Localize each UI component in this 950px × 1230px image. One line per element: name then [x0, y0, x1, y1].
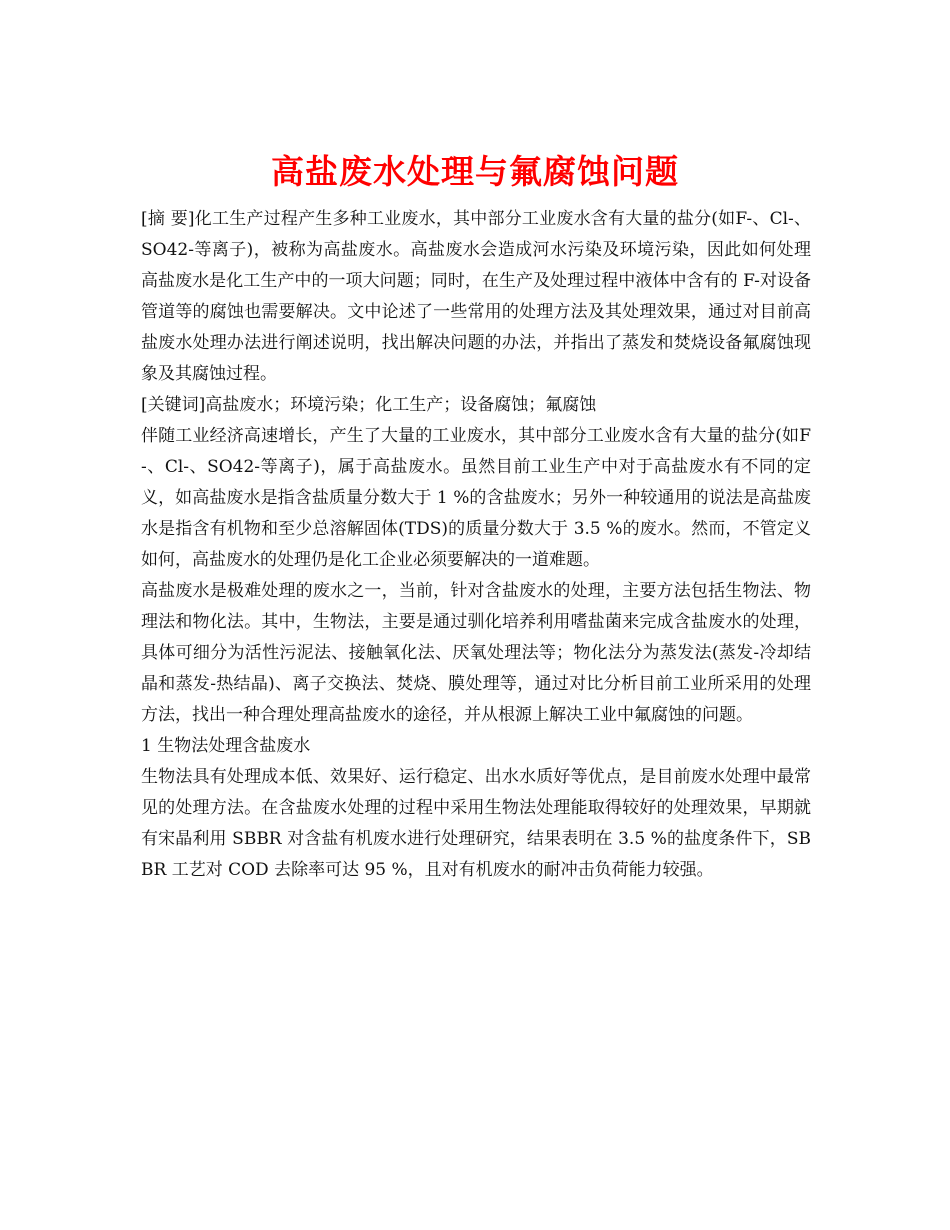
abstract-paragraph: [摘 要]化工生产过程产生多种工业废水，其中部分工业废水含有大量的盐分(如F-、Cl-、SO42-等离子)，被称为高盐废水。高盐废水会造成河水污染及环境污染，因此如何处理高盐废水是化工生产中的一项大问题；同时，在生产及处理过程中液体中含有的 F-对设备管道等的腐蚀也需要解决。文中论述了一些常用的处理方法及其处理效果，通过对目前高盐废水处理办法进行阐述说明，找出解决问题的办法，并指出了蒸发和焚烧设备氟腐蚀现象及其腐蚀过程。: [141, 209, 811, 384]
intro-paragraph: 伴随工业经济高速增长，产生了大量的工业废水，其中部分工业废水含有大量的盐分(如F-、Cl-、SO42-等离子)，属于高盐废水。虽然目前工业生产中对于高盐废水有不同的定义，如高盐废水是指含盐质量分数大于 1 %的含盐废水；另外一种较通用的说法是高盐废水是指含有机物和至少总溶解固体(TDS)的质量分数大于 3.5 %的废水。然而，不管定义如何，高盐废水的处理仍是化工企业必须要解决的一道难题。: [141, 426, 811, 570]
methods-overview-paragraph: 高盐废水是极难处理的废水之一，当前，针对含盐废水的处理，主要方法包括生物法、物理法和物化法。其中，生物法，主要是通过驯化培养利用嗜盐菌来完成含盐废水的处理，具体可细分为活性污泥法、接触氧化法、厌氧处理法等；物化法分为蒸发法(蒸发-冷却结晶和蒸发-热结晶)、离子交换法、焚烧、膜处理等，通过对比分析目前工业所采用的处理方法，找出一种合理处理高盐废水的途径，并从根源上解决工业中氟腐蚀的问题。: [141, 581, 811, 725]
biological-method-paragraph: 生物法具有处理成本低、效果好、运行稳定、出水水质好等优点，是目前废水处理中最常见的处理方法。在含盐废水处理的过程中采用生物法处理能取得较好的处理效果，早期就有宋晶利用 SBBR 对含盐有机废水进行处理研究，结果表明在 3.5 %的盐度条件下，SBBR 工艺对 COD 去除率可达 95 %，且对有机废水的耐冲击负荷能力较强。: [141, 767, 811, 880]
document-title: 高盐废水处理与氟腐蚀问题: [271, 152, 679, 192]
keywords-line: [关键词]高盐废水；环境污染；化工生产；设备腐蚀；氟腐蚀: [141, 395, 597, 415]
document-body: [141, 204, 811, 886]
section-1-heading: 1 生物法处理含盐废水: [141, 736, 311, 756]
